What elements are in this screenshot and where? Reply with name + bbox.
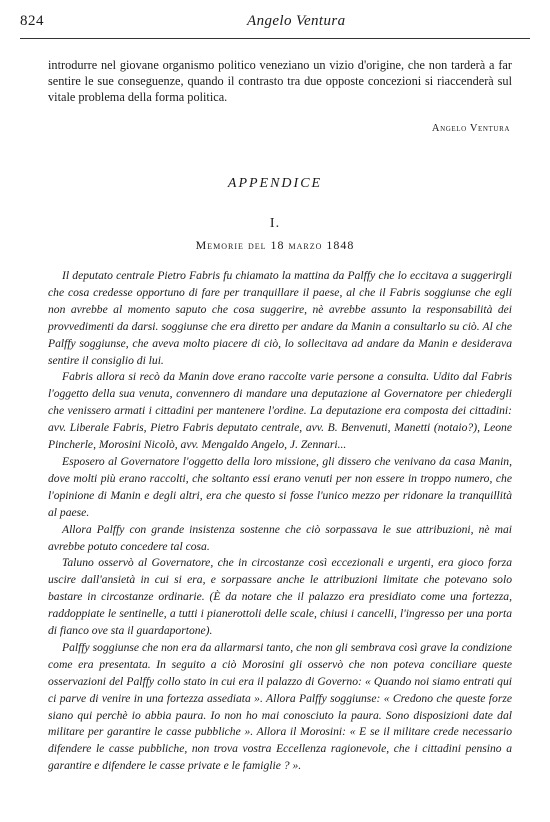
running-head: Angelo Ventura — [247, 13, 346, 29]
body-paragraph: Palffy soggiunse che non era da allarmarsi tanto, che non gli sembrava così grave la condizione come era presentata. In seguito a ciò Morosini gli osservò che non poteva conciliare queste osservazioni del Palffy collo stato in cui era il palazzo di Governo: « Quando noi siamo entrati qui ci parve di venire in una fortezza assediata ». Allora Palffy soggiunse: « Credono che queste forze siano qui perchè io abbia paura. Io non ho mai conosciuto la paura. Sono disposizioni date dal militare per garantire le casse pubbliche ». Allora il Morosini: « E se il militare crede necessario difendere le casse pubbliche, non trova vostra Eccellenza ragionevole, che i cittadini pensino a garantire e difendere le casse private e le famiglie ? ». — [48, 640, 512, 773]
body-paragraph: Allora Palffy con grande insistenza sostenne che ciò sorpassava le sue attribuzioni, nè mai avrebbe potuto concedere tal cosa. — [48, 522, 512, 553]
section-number: I. — [269, 216, 281, 231]
appendix-title: APPENDICE — [227, 176, 323, 191]
page-header — [20, 13, 530, 35]
body-paragraph: Esposero al Governatore l'oggetto della loro missione, gli dissero che venivano da casa Manin, dove molti più erano raccolti, che soltanto essi erano venuti per non essere in troppo numero, che l'opinione di Manin e degli altri, era che questo si fosse l'unico mezzo per ridonare la tranquillità al paese. — [48, 454, 512, 519]
page-number: 824 — [20, 13, 44, 29]
appendix-body — [48, 268, 512, 775]
section-title: Memorie del 18 marzo 1848 — [195, 238, 355, 252]
closing-paragraph — [48, 57, 512, 105]
closing-paragraph-text: introdurre nel giovane organismo politico veneziano un vizio d'origine, che non tarderà a far sentire le sue conseguenze, quando il contrasto tra due opposte concezioni si riaccenderà sul vitale problema della forma politica. — [48, 58, 512, 104]
author-signature: Angelo Ventura — [431, 123, 510, 134]
body-paragraph: Taluno osservò al Governatore, che in circostanze così eccezionali e urgenti, era gioco forza uscire dall'ansietà in cui si era, e sorpassare anche le attribuzioni limitate che potevano solo bastare in circostanze ordinarie. (È da notare che il palazzo era presidiato come una fortezza, raddoppiate le sentinelle, a tutti i pianerottoli delle scale, chiusi i cancelli, l'ingresso per una porta di fianco ove sta il guardaportone). — [48, 556, 512, 638]
header-rule — [20, 38, 530, 39]
body-paragraph: Il deputato centrale Pietro Fabris fu chiamato la mattina da Palffy che lo eccitava a suggerirgli che cosa credesse opportuno di fare per tranquillare il paese, al che il Fabris soggiunse che egli non avrebbe al momento saputo che cosa suggerire, nè avrebbe assunto la responsabilità dei provvedimenti da darsi. soggiunse che era diretto per andare da Manin a consultarlo su ciò. Al che Palffy soggiunse, che aveva molto piacere di ciò, lo sollecitava ad andare da Manin e desiderava sentire il consiglio di lui. — [48, 269, 512, 367]
body-paragraph: Fabris allora si recò da Manin dove erano raccolte varie persone a consulta. Udito dal Fabris l'oggetto della sua venuta, convennero di mandare una deputazione al Governatore per chiedergli che venissero armati i cittadini per mantenere l'ordine. La deputazione era composta dei cittadini: avv. Liberale Fabris, Pietro Fabris deputato centrale, avv. B. Benvenuti, Manetti (notaio?), Leone Pincherle, Morosini Nicolò, avv. Mengaldo Angelo, J. Zennari... — [48, 370, 512, 452]
